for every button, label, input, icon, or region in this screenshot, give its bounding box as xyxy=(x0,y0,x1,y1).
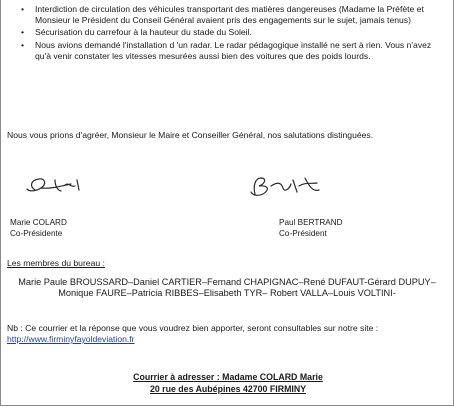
signatory-block xyxy=(10,217,67,239)
signatory-block xyxy=(279,217,343,239)
list-item xyxy=(21,4,443,26)
list-item xyxy=(21,27,443,38)
signatory-role: Co-Président xyxy=(279,229,327,238)
signature-colard xyxy=(21,172,95,202)
signatory-name: Paul BERTRAND xyxy=(279,218,343,227)
list-item-text: Nous avions demandé l'installation d 'un radar. Le radar pédagogique installé ne sert à rien. Vous n'avez qu'à venir constater les vitesses mesurées aussi bien des voitures que des poids lourds. xyxy=(35,39,432,61)
closing-salutation: Nous vous prions d'agréer, Monsieur le Maire et Conseiller Général, nos salutations distinguées. xyxy=(7,130,374,140)
demands-list xyxy=(21,4,443,63)
address-line: Courrier à adresser : Madame COLARD Marie xyxy=(133,372,323,382)
address-line: 20 rue des Aubépines 42700 FIRMINY xyxy=(149,383,307,394)
signature-bertrand xyxy=(247,172,329,202)
signatory-name: Marie COLARD xyxy=(10,218,67,227)
members-heading: Les membres du bureau : xyxy=(7,258,105,268)
signatory-role: Co-Présidente xyxy=(10,229,63,238)
nb-note xyxy=(7,323,447,345)
website-link[interactable]: http://www.firminyfayoldeviation.fr xyxy=(7,334,135,344)
list-item-text: Interdiction de circulation des véhicules transportant des matières dangereuses (Madame la Préfète et Monsieur le Président du Conseil Général avaient pris des engagements sur le sujet, jamais tenus) xyxy=(35,4,424,26)
list-item xyxy=(21,40,443,62)
bullet-icon: • xyxy=(21,4,25,14)
nb-text: Nb : Ce courrier et la réponse que vous voudrez bien apporter, seront consultables sur notre site : xyxy=(7,323,379,333)
mailing-address xyxy=(1,372,454,395)
list-item-text: Sécurisation du carrefour à la hauteur du stade du Soleil. xyxy=(35,27,252,38)
members-list: Marie Paule BROUSSARD–Daniel CARTIER–Fernand CHAPIGNAC–René DUFAUT-Gérard DUPUY– Monique FAURE–Patricia RIBBES–Elisabeth TYR– Robert VALLA–Louis VOLTINI- xyxy=(18,277,436,299)
bullet-icon: • xyxy=(21,39,25,50)
bullet-icon: • xyxy=(21,27,25,38)
